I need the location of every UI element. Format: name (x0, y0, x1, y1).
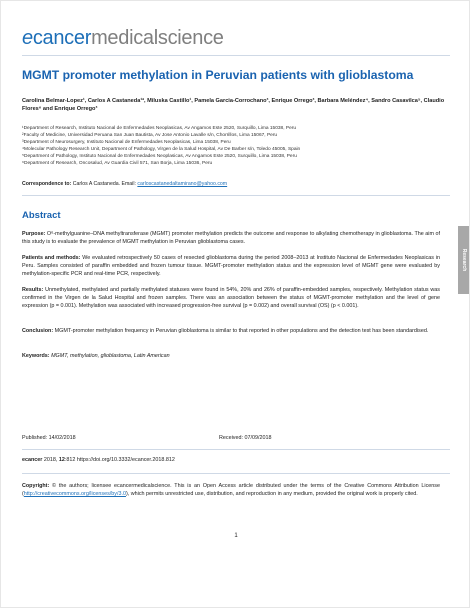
results-text: Unmethylated, methylated and partially methylated statuses were found in 54%, 20% and 26% of paraffin-embedded samples, respectively. Methylation status was confirmed in the Virgen de la Salud Hospital and frozen samples. There was an association between the status of MGMT-promoter methylation and the level of gene expression (p = 0.001). Methylation was associated with increased progression-free survival (p = 0.002) and overall survival (OS) (p < 0.001). (22, 287, 441, 309)
copyright-text-2: ), which permits unrestricted use, distribution, and reproduction in any medium, provided the original work is properly cited. (125, 490, 418, 497)
divider (22, 195, 450, 196)
conclusion-text: MGMT-promoter methylation frequency in Peruvian glioblastoma is similar to that reported in other populations and the detection test has been standardised. (54, 328, 429, 334)
author-list: Carolina Belmar-Lopez¹, Carlos A Castaneda¹², Miluska Castillo¹, Pamela Garcia-Corrochano³, Enrique Orrego³, Barbara Meléndez⁴, Sandro Casavilca⁵, Claudio Flores⁶ and Enrique Orrego³ (22, 98, 445, 113)
results-label: Results: (22, 287, 44, 293)
email-link[interactable]: carloscastanedaltamirano@yahoo.com (137, 181, 228, 187)
copyright-notice (22, 483, 440, 499)
received-date: Received: 07/09/2018 (219, 435, 272, 441)
license-link[interactable]: http://creativecommons.org/licenses/by/3.0 (23, 490, 126, 497)
abstract-results (22, 287, 440, 311)
citation-volume: 12 (58, 457, 65, 463)
citation-year: 2018, (42, 457, 59, 463)
email-label: Email: (121, 181, 136, 187)
section-tab-label: Research (460, 248, 467, 272)
abstract-purpose (22, 231, 440, 247)
abstract-methods (22, 255, 440, 279)
published-date: Published: 14/02/2018 (22, 435, 76, 441)
journal-logo (22, 27, 224, 50)
abstract-conclusion (22, 328, 440, 336)
article-title: MGMT promoter methylation in Peruvian patients with glioblastoma (22, 68, 414, 82)
keywords-text: MGMT, methylation, glioblastoma, Latin American (51, 353, 170, 359)
purpose-text: O⁶-methylguanine–DNA methyltransferase (MGMT) promoter methylation predicts the outcome and response to alkylating chemotherapy in glioblastoma. The aim of this study is to evaluate the prevalence of MGMT methylation in Peruvian glioblastoma cases. (22, 231, 440, 245)
keywords-label: Keywords: (22, 353, 50, 359)
affiliation-1: ¹Department of Research, Instituto Nacional de Enfermedades Neoplasicas, Av Angamos Este 2520, Surquillo, Lima 15038, Peru (22, 126, 297, 131)
section-tab (458, 226, 469, 294)
citation-journal: ecancer (22, 457, 43, 463)
correspondence-label: Correspondence to: (22, 181, 72, 187)
abstract-heading: Abstract (22, 210, 61, 221)
copyright-label: Copyright: (22, 483, 50, 489)
page-number: 1 (234, 533, 238, 539)
divider (22, 473, 450, 474)
affiliations (22, 125, 452, 168)
logo-medicalscience: medicalscience (91, 27, 224, 49)
citation (22, 457, 175, 463)
divider (22, 449, 450, 450)
affiliation-6: ⁶Department of Research, Oncosalud, Av Guardia Civil 571, San Borja, Lima 15036, Peru (22, 161, 213, 167)
affiliation-4: ⁴Molecular Pathology Research Unit, Department of Pathology, Virgen de la Salud Hospital, Av De Barber s/n, Toledo 45005, Spain (22, 147, 301, 153)
keywords (22, 353, 440, 359)
affiliation-5: ⁵Department of Pathology, Instituto Nacional de Enfermedades Neoplasicas, Av Angamos Este 2520, Surquillo, Lima 15038, Peru (22, 154, 297, 160)
affiliation-3: ³Department of Neurosurgery, Instituto Nacional de Enfermedades Neoplasicas, Lima 15038, Peru (22, 140, 231, 146)
purpose-label: Purpose: (22, 231, 46, 237)
header-divider (22, 55, 450, 56)
methods-text: We evaluated retrospectively 50 cases of resected glioblastoma during the period 2008–2013 at Instituto Nacional de Enfermedades Neoplasicas in Peru. Samples consisted of paraffin embedded and frozen tumour tissue. MGMT-promoter methylation status and the expression level of MGMT gene were evaluated by methylation-specific PCR and real-time PCR, respectively. (22, 255, 441, 277)
correspondence-name: Carlos A Castaneda. (72, 181, 121, 187)
methods-label: Patients and methods: (22, 255, 81, 261)
citation-doi: :812 https://doi.org/10.3332/ecancer.2018.812 (64, 457, 175, 463)
affiliation-2: ²Faculty of Medicine, Universidad Peruana San Juan Bautista, Av Jose Antonio Lavalle s/n, Chorrillos, Lima 15067, Peru (22, 133, 278, 139)
conclusion-label: Conclusion: (22, 328, 54, 334)
logo-cancer: cancer (32, 27, 92, 49)
logo-e: e (22, 27, 33, 49)
correspondence (22, 181, 452, 187)
copyright-text-1: © the authors; licensee ecancermedicalscience. This is an Open Access article distributed under the terms of the Creative Commons Attribution License ( (22, 483, 440, 497)
